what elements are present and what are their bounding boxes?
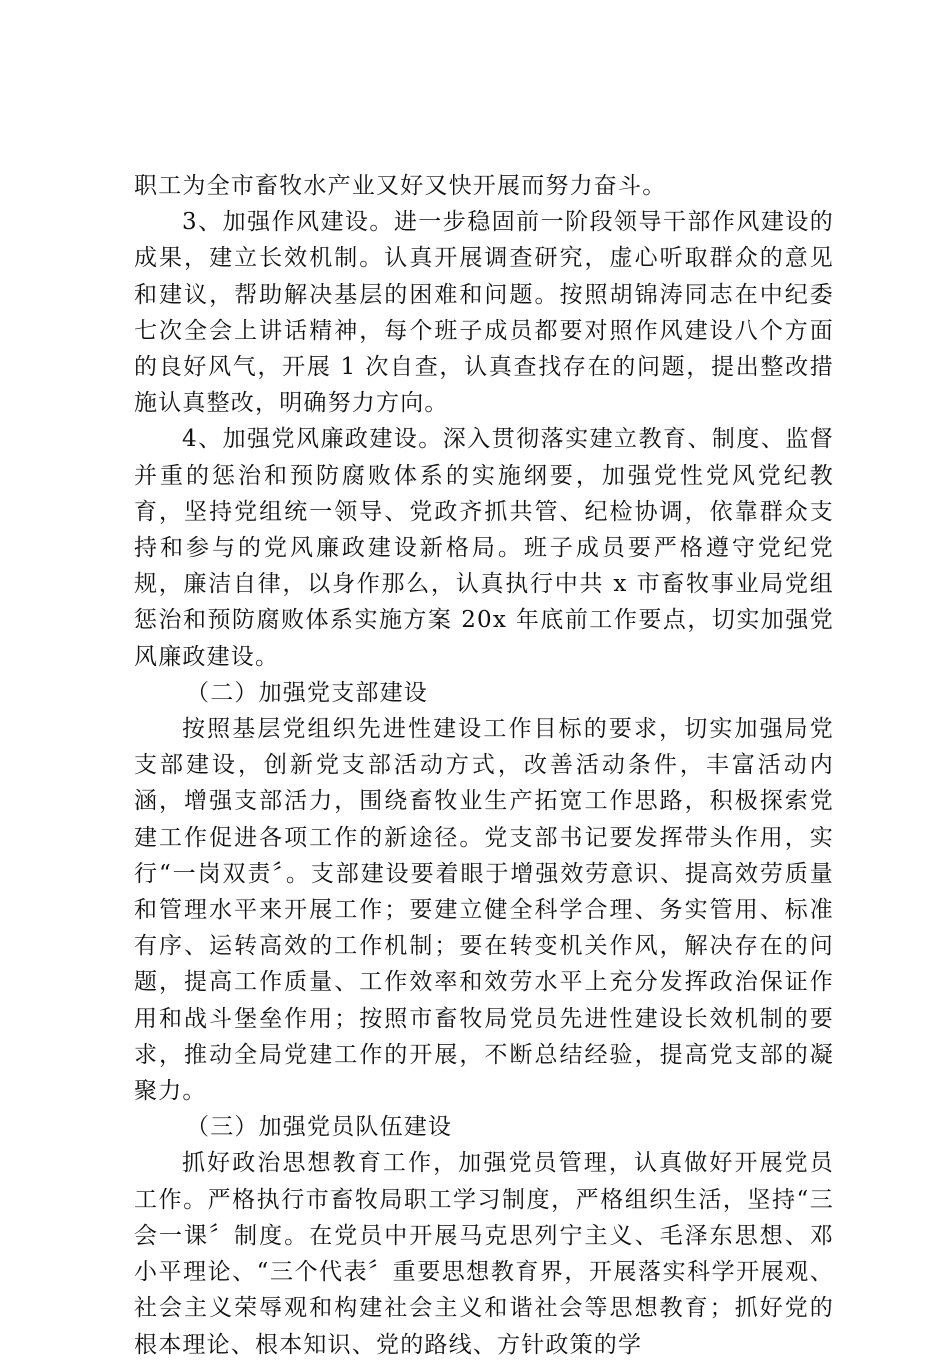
document-body: [134, 168, 834, 1363]
paragraph-party-branch: 按照基层党组织先进性建设工作目标的要求，切实加强局党支部建设，创新党支部活动方式，改善活动条件，丰富活动内涵，增强支部活力，围绕畜牧业生产拓宽工作思路，积极探索党建工作促进各项工作的新途径。党支部书记要发挥带头作用，实行“一岗双责〞。支部建设要着眼于增强效劳意识、提高效劳质量和管理水平来开展工作；要建立健全科学合理、务实管用、标准有序、运转高效的工作机制；要在转变机关作风，解决存在的问题，提高工作质量、工作效率和效劳水平上充分发挥政治保证作用和战斗堡垒作用；按照市畜牧局党员先进性建设长效机制的要求，推动全局党建工作的开展，不断总结经验，提高党支部的凝聚力。: [134, 716, 834, 1105]
section-heading-party-branch: （二）加强党支部建设: [186, 679, 428, 706]
section-heading-party-members: （三）加强党员队伍建设: [186, 1114, 453, 1141]
paragraph-integrity-building: 4、加强党风廉政建设。深入贯彻落实建立教育、制度、监督并重的惩治和预防腐败体系的实施纲要，加强党性党风党纪教育，坚持党组统一领导、党政齐抓共管、纪检协调，依靠群众支持和参与的党风廉政建设新格局。班子成员要严格遵守党纪党规，廉洁自律，以身作那么，认真执行中共 x 市畜牧事业局党组惩治和预防腐败体系实施方案 20x 年底前工作要点，切实加强党风廉政建设。: [134, 426, 834, 670]
paragraph-continuation: 职工为全市畜牧水产业又好又快开展而努力奋斗。: [134, 173, 667, 199]
paragraph-party-members: 抓好政治思想教育工作，加强党员管理，认真做好开展党员工作。严格执行市畜牧局职工学习制度，严格组织生活，坚持“三会一课〞制度。在党员中开展马克思列宁主义、毛泽东思想、邓小平理论、“三个代表〞重要思想教育界，开展落实科学开展观、社会主义荣辱观和构建社会主义和谐社会等思想教育；抓好党的根本理论、根本知识、党的路线、方针政策的学: [134, 1150, 834, 1358]
paragraph-style-building: 3、加强作风建设。进一步稳固前一阶段领导干部作风建设的成果，建立长效机制。认真开展调查研究，虚心听取群众的意见和建议，帮助解决基层的困难和问题。按照胡锦涛同志在中纪委七次全会上讲话精神，每个班子成员都要对照作风建设八个方面的良好风气，开展 1 次自查，认真查找存在的问题，提出整改措施认真整改，明确努力方向。: [134, 209, 834, 417]
